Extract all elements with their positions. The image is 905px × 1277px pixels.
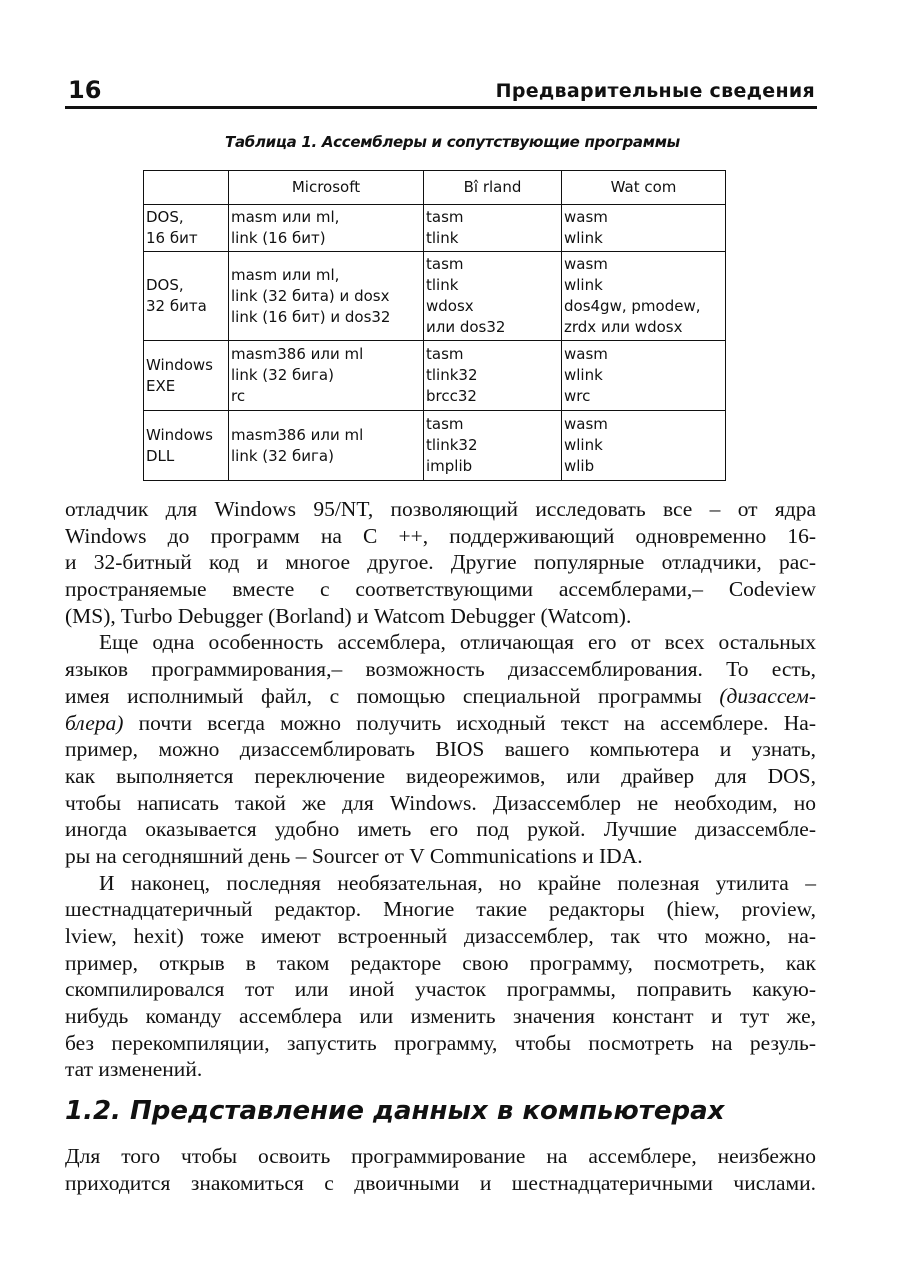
cell-line: tlink <box>426 276 459 294</box>
table-cell <box>229 205 424 252</box>
column-header: Microsoft <box>229 171 424 205</box>
text-line: иногда оказывается удобно иметь его под рукой. Лучшие дизассембле- <box>65 817 816 842</box>
table-cell <box>424 205 562 252</box>
text-line: пространяемые вместе с соответствующими ассемблерами,– Codeview <box>65 577 816 602</box>
cell-line: link (32 бига) <box>231 366 334 384</box>
table-cell <box>144 252 229 341</box>
table-row <box>144 411 726 481</box>
table-cell <box>562 341 726 411</box>
text-line: и 32-битный код и многое другое. Другие популярные отладчики, рас- <box>65 550 816 575</box>
text-line <box>65 683 816 710</box>
text-line: без перекомпиляции, запустить программу, чтобы посмотреть на резуль- <box>65 1030 816 1055</box>
paragraph <box>65 870 816 1084</box>
cell-line: link (16 бит) <box>231 229 326 247</box>
cell-line: dos4gw, pmodew, <box>564 297 701 315</box>
cell-line: link (32 бита) и dosx <box>231 286 390 305</box>
cell-line: tasm <box>426 255 464 273</box>
cell-line: Windows <box>146 425 213 444</box>
cell-line: link (32 бига) <box>231 446 334 465</box>
section-heading: 1.2. Представление данных в компьютерах <box>65 1096 725 1126</box>
text-line: как выполняется переключение видеорежимов, или драйвер для DOS, <box>65 763 816 788</box>
text-line: чтобы написать такой же для Windows. Дизассемблер не необходим, но <box>65 790 816 815</box>
table-row <box>144 341 726 411</box>
cell-line: tasm <box>426 415 464 433</box>
emphasis-text: (дизассем- <box>719 683 816 708</box>
table-row <box>144 205 726 252</box>
cell-line: brcc32 <box>426 387 477 405</box>
text-line: ры на сегодняшний день – Sourcer от V Communications и IDA. <box>65 843 643 868</box>
table-cell <box>144 205 229 252</box>
cell-line: wasm <box>564 415 608 433</box>
text-line: нибудь команду ассемблера или изменить значения констант и тут же, <box>65 1004 816 1029</box>
cell-line: tlink32 <box>426 436 478 454</box>
text-line: пример, можно дизассемблировать BIOS вашего компьютера и узнать, <box>65 737 816 762</box>
header-rule <box>65 106 817 109</box>
column-header: Bî rland <box>424 171 562 205</box>
cell-line: masm386 или ml <box>231 345 364 363</box>
cell-line: DOS, <box>146 208 184 226</box>
text-line: пример, открыв в таком редакторе свою программу, посмотреть, как <box>65 950 816 975</box>
cell-line: tlink32 <box>426 366 478 384</box>
table-row <box>144 252 726 341</box>
text-segment: имея исполнимый файл, с помощью специальной программы <box>65 683 720 708</box>
text-line: Еще одна особенность ассемблера, отличающая его от всех остальных <box>99 630 816 655</box>
body-text-after <box>65 1143 816 1196</box>
table-cell <box>562 411 726 481</box>
cell-line: tlink <box>426 229 459 247</box>
table-cell <box>424 411 562 481</box>
body-text <box>65 496 816 1083</box>
table-header-row <box>144 171 726 205</box>
table-caption: Таблица 1. Ассемблеры и сопутствующие программы <box>225 133 680 151</box>
column-header: Wat com <box>562 171 726 205</box>
cell-line: wrc <box>564 387 591 405</box>
cell-line: wlib <box>564 457 595 475</box>
cell-line: wlink <box>564 229 603 247</box>
text-line: скомпилировался тот или иной участок программы, поправить какую- <box>65 977 816 1002</box>
cell-line: Windows <box>146 355 213 374</box>
cell-line: 16 бит <box>146 229 198 247</box>
running-title: Предварительные сведения <box>495 80 815 102</box>
table-cell <box>229 341 424 411</box>
column-header <box>144 171 229 205</box>
table-cell <box>229 411 424 481</box>
cell-line: zrdx или wdosx <box>564 318 683 336</box>
table-cell <box>229 252 424 341</box>
cell-line: rc <box>231 387 246 405</box>
text-line: Windows до программ на C ++, поддерживающий одновременно 16- <box>65 523 816 548</box>
cell-line: wlink <box>564 436 603 454</box>
text-line: Для того чтобы освоить программирование на ассемблере, неизбежно <box>65 1144 816 1168</box>
cell-line: link (16 бит) и dos32 <box>231 307 391 326</box>
paragraph <box>65 1143 816 1196</box>
text-line: lview, hexit) тоже имеют встроенный дизассемблер, так что можно, на- <box>65 924 816 948</box>
text-line: приходится знакомиться с двоичными и шестнадцатеричными числами. <box>65 1170 816 1195</box>
text-line: шестнадцатеричный редактор. Многие такие редакторы (hiew, proview, <box>65 897 816 922</box>
cell-line: wasm <box>564 208 608 226</box>
table-cell <box>424 341 562 411</box>
cell-line: wasm <box>564 345 608 363</box>
cell-line: wasm <box>564 255 608 273</box>
table-cell <box>144 341 229 411</box>
text-line: (MS), Turbo Debugger (Borland) и Watcom Debugger (Watcom). <box>65 603 632 628</box>
text-line: И наконец, последняя необязательная, но крайне полезная утилита – <box>99 870 816 895</box>
text-line: языков программирования,– возможность дизассемблирования. То есть, <box>65 657 816 682</box>
table-cell <box>562 252 726 341</box>
cell-line: implib <box>426 457 473 475</box>
text-line: тат изменений. <box>65 1057 203 1082</box>
table-cell <box>562 205 726 252</box>
cell-line: wlink <box>564 366 603 384</box>
text-line <box>65 710 816 737</box>
cell-line: EXE <box>146 376 176 395</box>
page-number: 16 <box>68 76 102 104</box>
cell-line: 32 бита <box>146 297 207 315</box>
cell-line: DOS, <box>146 276 184 294</box>
table-cell <box>144 411 229 481</box>
cell-line: tasm <box>426 345 464 363</box>
assemblers-table <box>143 170 726 481</box>
cell-line: masm386 или ml <box>231 425 364 444</box>
cell-line: masm или ml, <box>231 265 340 284</box>
emphasis-text: блера) <box>65 710 124 735</box>
cell-line: или dos32 <box>426 318 506 336</box>
text-line: отладчик для Windows 95/NT, позволяющий исследовать все – от ядра <box>65 497 816 521</box>
paragraph <box>65 496 816 629</box>
cell-line: DLL <box>146 446 175 465</box>
cell-line: wlink <box>564 276 603 294</box>
cell-line: wdosx <box>426 297 474 315</box>
cell-line: tasm <box>426 208 464 226</box>
table-cell <box>424 252 562 341</box>
cell-line: masm или ml, <box>231 208 340 226</box>
text-segment: почти всегда можно получить исходный текст на ассемблере. На- <box>123 710 816 735</box>
paragraph <box>65 629 816 869</box>
